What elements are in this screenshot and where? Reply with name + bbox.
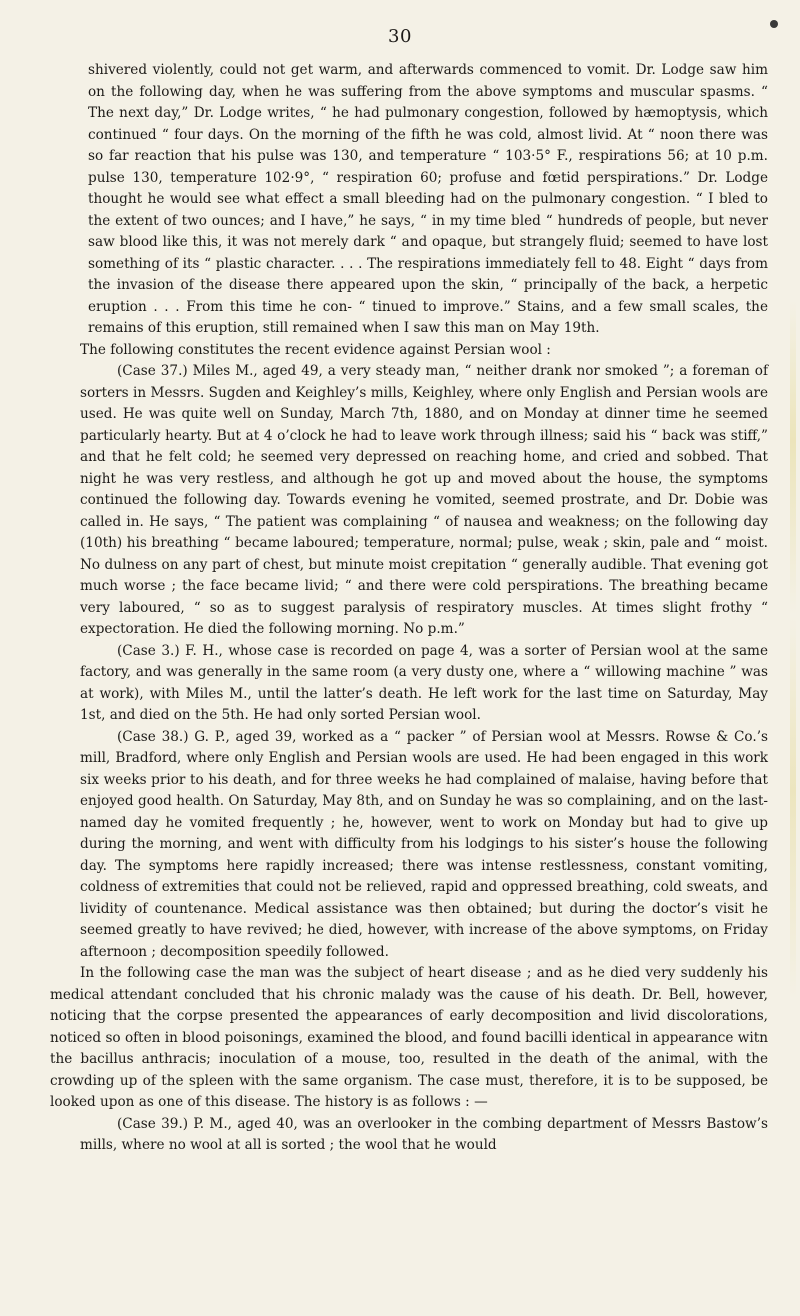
case-block — [50, 361, 768, 963]
paragraph-heart-disease: In the following case the man was the subject of heart disease ; and as he died very suddenly his medical attendant concluded that his chronic malady was the cause of his death. Dr. Bell, however, noticing that the corpse presented the appearances of early decomposition and livid discolorations, noticed so often in blood poisonings, examined the blood, and found bacilli identical in appearance witn the bacillus anthracis; inoculation of a mouse, too, resulted in the death of the animal, with the crowding up of the spleen with the same organism. The case must, therefore, it is to be supposed, be looked upon as one of this disease. The history is as follows : — — [50, 965, 768, 1110]
paragraph-case-3: (Case 3.) F. H., whose case is recorded on page 4, was a sorter of Persian wool at the same factory, and was generally in the same room (a very dusty one, where a “ willowing machine ” was at work), with Miles M., until the latter’s death. He left work for the last time on Saturday, May 1st, and died on the 5th. He had only sorted Persian wool. — [80, 642, 768, 723]
paragraph-case-38: (Case 38.) G. P., aged 39, worked as a “ packer ” of Persian wool at Messrs. Rowse & Co.’s mill, Bradford, where only English and Persian wools are used. He had been engaged in this work six weeks prior to his death, and for three weeks he had complained of malaise, having before that enjoyed good health. On Saturday, May 8th, and on Sunday he was so complaining, and on the last-named day he vomited frequently ; he, however, went to work on Monday but had to give up during the morning, and went with difficulty from his lodgings to his sister’s house the following day. The symptoms here rapidly increased; there was intense restlessness, constant vomiting, coldness of extremities that could not be relieved, rapid and oppressed breathing, cold sweats, and lividity of countenance. Medical assistance was then obtained; but during the doctor’s visit he seemed greatly to have revived; he died, however, with increase of the above symptoms, on Friday afternoon ; decomposition speedily followed. — [80, 728, 768, 960]
page-edge-stain — [790, 300, 796, 1000]
paragraph-case-37: (Case 37.) Miles M., aged 49, a very steady man, “ neither drank nor smoked ”; a foreman of sorters in Messrs. Sugden and Keighley’s mills, Keighley, where only English and Persian wools are used. He was quite well on Sunday, March 7th, 1880, and on Monday at dinner time he seemed particularly hearty. But at 4 o’clock he had to leave work through illness; said his “ back was stiff,” and that he felt cold; he seemed very depressed on reaching home, and cried and sobbed. That night he was very restless, and although he got up and moved about the house, the symptoms continued the following day. Towards evening he vomited, seemed prostrate, and Dr. Dobie was called in. He says, “ The patient was complaining “ of nausea and weakness; on the following day (10th) his breathing “ became laboured; temperature, normal; pulse, weak ; skin, pale and “ moist. No dulness on any part of chest, but minute moist crepitation “ generally audible. That evening got much worse ; the face became livid; “ and there were cold perspirations. The breathing became very laboured, “ so as to suggest paralysis of respiratory muscles. At times slight frothy “ expectoration. He died the following morning. No p.m.” — [80, 363, 768, 637]
page-number: 30 — [388, 26, 412, 47]
case-block-2 — [50, 1114, 768, 1157]
document-body — [50, 60, 768, 1157]
continuation-block — [50, 60, 768, 340]
paragraph-case-39: (Case 39.) P. M., aged 40, was an overlooker in the combing department of Messrs Bastow’s mills, where no wool at all is sorted ; the wool that he would — [80, 1115, 768, 1153]
paragraph-evidence-intro: The following constitutes the recent evidence against Persian wool : — [80, 341, 551, 358]
paragraph-continuation: shivered violently, could not get warm, and afterwards commenced to vomit. Dr. Lodge saw him on the following day, when he was suffering from the above symptoms and muscular spasms. “ The next day,” Dr. Lodge writes, “ he had pulmonary congestion, followed by hæmoptysis, which continued “ four days. On the morning of the fifth he was cold, almost livid. At “ noon there was so far reaction that his pulse was 130, and temperature “ 103·5° F., respirations 56; at 10 p.m. pulse 130, temperature 102·9°, “ respiration 60; profuse and fœtid perspirations.” Dr. Lodge thought he would see what effect a small bleeding had on the pulmonary congestion. “ I bled to the extent of two ounces; and I have,” he says, “ in my time bled “ hundreds of people, but never saw blood like this, it was not merely dark “ and opaque, but strangely fluid; seemed to have lost something of its “ plastic character. . . . The respirations immediately fell to 48. Eight “ days from the invasion of the disease there appeared upon the skin, “ principally of the back, a herpetic eruption . . . From this time he con- “ tinued to improve.” Stains, and a few small scales, the remains of this eruption, still remained when I saw this man on May 19th. — [88, 62, 768, 336]
